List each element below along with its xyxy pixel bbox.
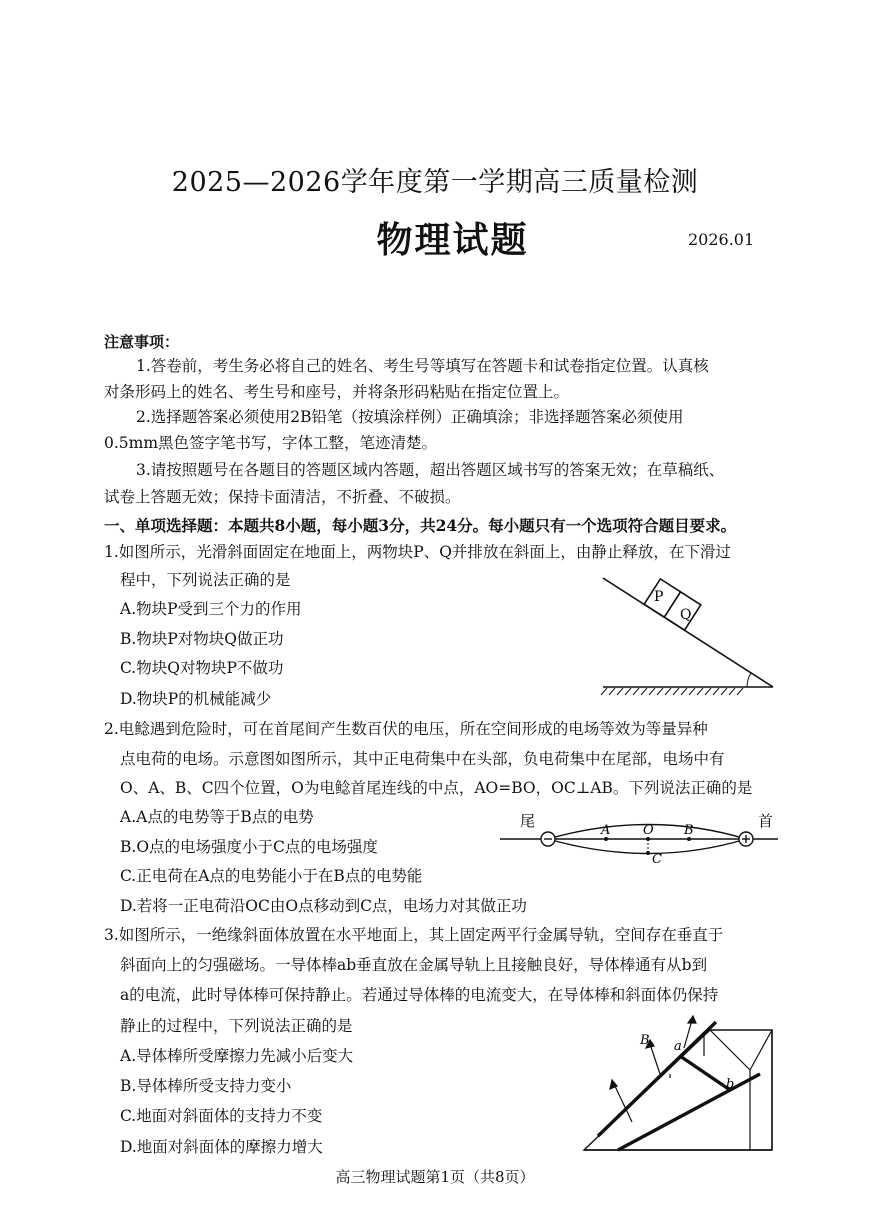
- exam-date: 2026.01: [688, 230, 755, 249]
- q3-stem-line: a的电流，此时导体棒可保持静止。若通过导体棒的电流变大，在导体棒和斜面体仍保持: [120, 986, 719, 1004]
- q3-option-a: A.导体棒所受摩擦力先减小后变大: [120, 1047, 354, 1065]
- magnetic-field-arrows: [610, 1016, 696, 1122]
- field-b-label: B: [640, 1033, 650, 1048]
- q2-stem-line: O、A、B、C四个位置，O为电鲶首尾连线的中点，AO=BO，OC⊥AB。下列说法正确的是: [120, 779, 753, 797]
- notice-heading: 注意事项：: [104, 333, 180, 351]
- point-a-label: A: [601, 823, 611, 838]
- rail-top: [598, 1022, 716, 1136]
- q2-stem-line: 点电荷的电场。示意图如图所示，其中正电荷集中在头部，负电荷集中在尾部，电场中有: [120, 750, 725, 768]
- q3-option-b: B.导体棒所受支持力变小: [120, 1077, 292, 1095]
- notice-line: 1.答卷前，考生务必将自己的姓名、考生号等填写在答题卡和试卷指定位置。认真核: [136, 357, 709, 375]
- q2-option-a: A.A点的电势等于B点的电势: [120, 808, 314, 826]
- point-c-label: C: [652, 852, 662, 866]
- point-o-label: O: [643, 823, 654, 838]
- section-title: 一、单项选择题：本题共8小题，每小题3分，共24分。每小题只有一个选项符合题目要求。: [104, 516, 737, 535]
- head-label: 首: [758, 812, 774, 830]
- notice-line: 试卷上答题无效；保持卡面清洁，不折叠、不破损。: [104, 488, 461, 506]
- q1-option-c: C.物块Q对物块P不做功: [120, 659, 284, 677]
- q1-stem-line: 1.如图所示，光滑斜面固定在地面上，两物块P、Q并排放在斜面上，由静止释放，在下滑过: [104, 543, 731, 561]
- block-p-label: P: [654, 589, 664, 605]
- tail-label: 尾: [520, 812, 536, 830]
- q1-incline-figure: [595, 572, 785, 700]
- q1-option-d: D.物块P的机械能减少: [120, 690, 272, 708]
- notice-line: 对条形码上的姓名、考生号和座号，并将条形码粘贴在指定位置上。: [104, 383, 570, 401]
- q1-option-b: B.物块P对物块Q做正功: [120, 630, 284, 648]
- q3-stem-line: 静止的过程中，下列说法正确的是: [120, 1017, 353, 1035]
- notice-line: 3.请按照题号在各题目的答题区域内答题，超出答题区域书写的答案无效；在草稿纸、: [136, 461, 725, 479]
- rod-end-a-label: a: [674, 1039, 682, 1054]
- q2-electric-fish-figure: [500, 806, 785, 866]
- q2-option-c: C.正电荷在A点的电势能小于在B点的电势能: [120, 867, 423, 885]
- exam-title: 2025—2026学年度第一学期高三质量检测: [171, 167, 699, 198]
- rail-bottom: [618, 1074, 760, 1150]
- q2-stem-line: 2.电鲶遇到危险时，可在首尾间产生数百伏的电压，所在空间形成的电场等效为等量异种: [104, 720, 708, 738]
- rod-end-b-label: b: [726, 1077, 735, 1092]
- q3-stem-line: 3.如图所示，一绝缘斜面体放置在水平地面上，其上固定两平行金属导轨，空间存在垂直于: [104, 926, 724, 944]
- notice-line: 2.选择题答案必须使用2B铅笔（按填涂样例）正确填涂；非选择题答案必须使用: [136, 408, 684, 426]
- q3-option-d: D.地面对斜面体的摩擦力增大: [120, 1138, 323, 1156]
- conductor-rod: [680, 1056, 730, 1090]
- point-b-label: B: [684, 823, 694, 838]
- notice-line: 0.5mm黑色签字笔书写，字体工整，笔迹清楚。: [104, 434, 438, 452]
- block-q-label: Q: [680, 607, 692, 623]
- q1-option-a: A.物块P受到三个力的作用: [120, 600, 302, 618]
- q2-option-d: D.若将一正电荷沿OC由O点移动到C点，电场力对其做正功: [120, 897, 527, 915]
- q1-stem-line: 程中，下列说法正确的是: [120, 571, 291, 589]
- q3-wedge-rails-figure: [580, 1010, 780, 1160]
- page-footer: 高三物理试题第1页（共8页）: [335, 1168, 535, 1186]
- q3-option-c: C.地面对斜面体的支持力不变: [120, 1107, 323, 1125]
- q3-stem-line: 斜面向上的匀强磁场。一导体棒ab垂直放在金属导轨上且接触良好，导体棒通有从b到: [120, 956, 708, 974]
- q2-option-b: B.O点的电场强度小于C点的电场强度: [120, 838, 378, 856]
- subject-title: 物理试题: [376, 219, 529, 261]
